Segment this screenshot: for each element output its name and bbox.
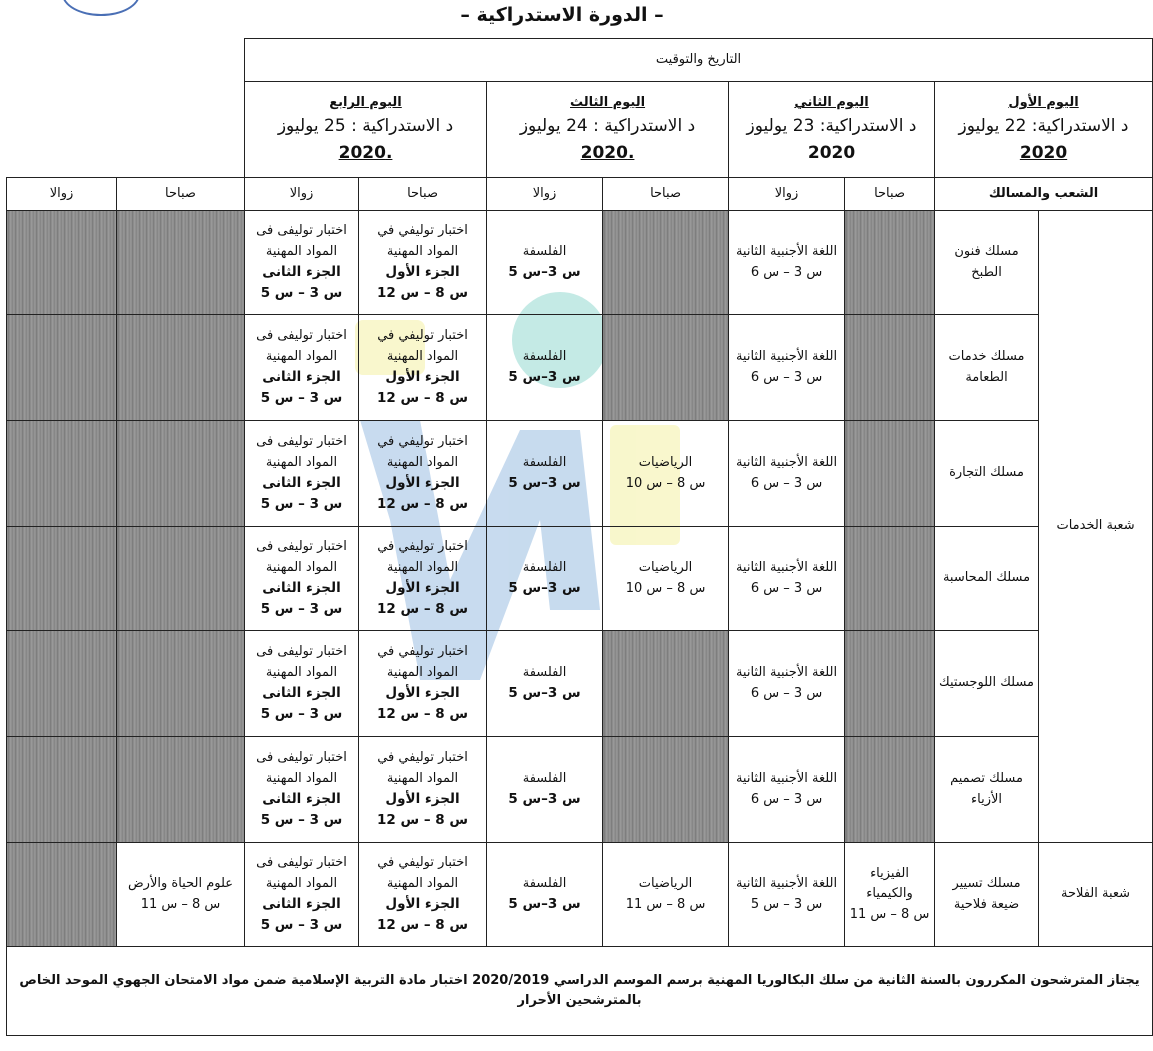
table-row [7,421,1153,527]
exam-cell: الفلسفة س 3–س 5 [487,211,603,315]
no-exam-cell [7,421,117,527]
day-1-date: د الاستدراكية: 22 يوليوز [958,116,1129,137]
no-exam-cell [603,315,729,421]
day-4-header [245,82,487,178]
no-exam-cell [7,315,117,421]
no-exam-cell [7,737,117,843]
no-exam-cell [845,315,935,421]
no-exam-cell [7,211,117,315]
no-exam-cell [117,421,245,527]
date-time-header: التاريخ والتوقيت [245,39,1153,82]
exam-cell: اختبار توليفي في المواد المهنية الجزء الأول س 8 – س 12 [359,843,487,947]
no-exam-cell [845,737,935,843]
no-exam-cell [117,737,245,843]
no-exam-cell [117,211,245,315]
day-2-date: د الاستدراكية: 23 يوليوز [746,116,917,137]
exam-cell: اختبار توليفى فى المواد المهنية الجزء الثانى س 3 – س 5 [245,421,359,527]
exam-cell: اختبار توليفى فى المواد المهنية الجزء الثانى س 3 – س 5 [245,211,359,315]
branch-agriculture: شعبة الفلاحة [1039,843,1153,947]
exam-cell: اختبار توليفي في المواد المهنية الجزء الأول س 8 – س 12 [359,631,487,737]
exam-cell: اختبار توليفى فى المواد المهنية الجزء الثانى س 3 – س 5 [245,315,359,421]
exam-cell: اللغة الأجنبية الثانية س 3 – س 5 [729,843,845,947]
table-row [7,211,1153,315]
footer-note: يجتاز المترشحون المكررون بالسنة الثانية من سلك البكالوريا المهنية برسم الموسم الدراسي 2020/2019 اختبار مادة التربية الإسلامية ضمن مواد الامتحان الجهوي الموحد الخاص بالمترشحين الأحرار [7,947,1153,1036]
table-row [7,737,1153,843]
no-exam-cell [7,843,117,947]
day-4-date: د الاستدراكية : 25 يوليوز [277,116,454,137]
exam-cell: الفلسفة س 3–س 5 [487,843,603,947]
exam-schedule-table [6,38,1153,1036]
exam-cell: اختبار توليفي في المواد المهنية الجزء الأول س 8 – س 12 [359,315,487,421]
day-3-afternoon-header: زوالا [245,178,359,211]
top-corner [7,39,245,178]
exam-cell: اختبار توليفي في المواد المهنية الجزء الأول س 8 – س 12 [359,737,487,843]
exam-cell: اختبار توليفى فى المواد المهنية الجزء الثانى س 3 – س 5 [245,843,359,947]
day-3-name: اليوم الثالث [570,95,646,111]
branches-tracks-header: الشعب والمسالك [935,178,1153,211]
exam-cell: اللغة الأجنبية الثانية س 3 – س 6 [729,421,845,527]
day-2-morning-header: صباحا [603,178,729,211]
table-row [7,315,1153,421]
no-exam-cell [845,211,935,315]
no-exam-cell [7,527,117,631]
no-exam-cell [117,315,245,421]
exam-cell: الفلسفة س 3–س 5 [487,527,603,631]
track-cell: مسلك خدمات الطعامة [935,315,1039,421]
day-4-morning-header: صباحا [117,178,245,211]
exam-cell: الفلسفة س 3–س 5 [487,631,603,737]
no-exam-cell [603,631,729,737]
no-exam-cell [603,211,729,315]
exam-cell: اختبار توليفي في المواد المهنية الجزء الأول س 8 – س 12 [359,421,487,527]
day-1-name: اليوم الأول [1008,95,1079,111]
day-1-afternoon-header: زوالا [729,178,845,211]
day-2-afternoon-header: زوالا [487,178,603,211]
track-cell: مسلك التجارة [935,421,1039,527]
exam-cell: اللغة الأجنبية الثانية س 3 – س 6 [729,527,845,631]
day-4-afternoon-header: زوالا [7,178,117,211]
table-row [7,843,1153,947]
exam-cell: اختبار توليفى فى المواد المهنية الجزء الثانى س 3 – س 5 [245,631,359,737]
day-3-morning-header: صباحا [359,178,487,211]
exam-cell: اختبار توليفي في المواد المهنية الجزء الأول س 8 – س 12 [359,211,487,315]
no-exam-cell [603,737,729,843]
day-2-header [729,82,935,178]
exam-cell: الرياضيات س 8 – س 10 [603,527,729,631]
exam-cell: اختبار توليفي في المواد المهنية الجزء الأول س 8 – س 12 [359,527,487,631]
track-cell: مسلك تصميم الأزياء [935,737,1039,843]
day-3-header [487,82,729,178]
exam-cell: علوم الحياة والأرض س 8 – س 11 [117,843,245,947]
day-4-year: .2020 [338,142,393,163]
exam-cell: اختبار توليفى فى المواد المهنية الجزء الثانى س 3 – س 5 [245,527,359,631]
exam-cell: اختبار توليفى فى المواد المهنية الجزء الثانى س 3 – س 5 [245,737,359,843]
exam-cell: الرياضيات س 8 – س 11 [603,843,729,947]
track-cell: مسلك فنون الطبخ [935,211,1039,315]
exam-cell: الفلسفة س 3–س 5 [487,421,603,527]
track-cell: مسلك تسيير ضيعة فلاحية [935,843,1039,947]
no-exam-cell [7,631,117,737]
no-exam-cell [845,421,935,527]
day-2-name: اليوم الثاني [794,95,869,111]
track-cell: مسلك اللوجستيك [935,631,1039,737]
day-1-header [935,82,1153,178]
exam-cell: الفلسفة س 3–س 5 [487,315,603,421]
day-1-year: 2020 [1019,142,1068,163]
no-exam-cell [117,631,245,737]
no-exam-cell [845,631,935,737]
branch-services: شعبة الخدمات [1039,211,1153,843]
no-exam-cell [117,527,245,631]
table-row [7,527,1153,631]
page-title: – الدورة الاستدراكية – [460,4,664,26]
day-1-morning-header: صباحا [845,178,935,211]
exam-cell: الفيزياء والكيمياء س 8 – س 11 [845,843,935,947]
exam-cell: اللغة الأجنبية الثانية س 3 – س 6 [729,211,845,315]
day-2-year: 2020 [807,142,856,163]
track-cell: مسلك المحاسبة [935,527,1039,631]
table-row [7,631,1153,737]
exam-cell: اللغة الأجنبية الثانية س 3 – س 6 [729,315,845,421]
day-4-name: اليوم الرابع [329,95,402,111]
day-3-date: د الاستدراكية : 24 يوليوز [519,116,696,137]
exam-cell: اللغة الأجنبية الثانية س 3 – س 6 [729,631,845,737]
exam-cell: اللغة الأجنبية الثانية س 3 – س 6 [729,737,845,843]
exam-cell: الرياضيات س 8 – س 10 [603,421,729,527]
exam-cell: الفلسفة س 3–س 5 [487,737,603,843]
no-exam-cell [845,527,935,631]
day-3-year: .2020 [580,142,635,163]
